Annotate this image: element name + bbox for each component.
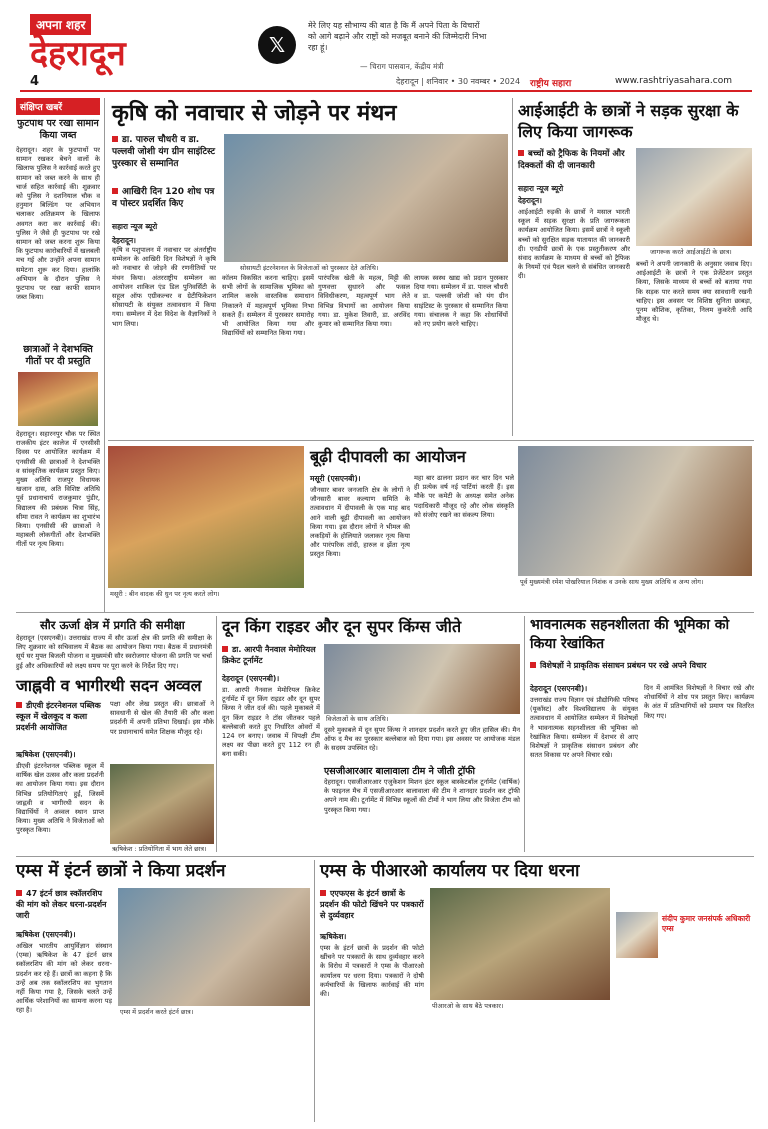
jahnavi-photo [110, 764, 214, 844]
top-rule [20, 90, 752, 92]
doon-dateline: देहरादून (एसएनबी)। [222, 674, 280, 683]
diwali-body-2: महा बार ढालना प्रदान कर चार दिन भले ही प्रत्येक वर्ष नई पार्टियां करती हैं। इस मौके पर कमेटी के अध्यक्ष समेत अनेक पदाधिकारी मौजूद रहे और लोक संस्कृति को संजोए रखने का संकल्प लिया। [414, 474, 514, 519]
column-divider [216, 616, 217, 852]
sidebar-photo [18, 372, 98, 426]
lead-body-left: कृषि व पशुपालन में नवाचार पर अंतर्राष्ट्रीय सम्मेलन के आखिरी दिन विशेषज्ञों ने कृषि को नवाचार से जोड़ने की रणनीतियों पर मंथन किया। अंतरराष्ट्रीय सम्मेलन का आयोजन शाकिल एंड डिल पुनिवर्सिटी के सहूल ऑफ एग्रीकल्चर व ग्रेटीफिकेशन सोसायटी के संयुक्त तत्वावधान में किया गया। सम्मेलन में देश विदेश के वैज्ञानिकों ने भाग लिया। [112, 246, 216, 328]
bhavnatmak-body-2: दिन में आमंत्रित विशेषज्ञों ने विचार रखे और शोधार्थियों ने शोध पत्र प्रस्तुत किए। कार्यक्रम के अंत में प्रतिभागियों को प्रमाण पत्र वितरित किए गए। [644, 684, 754, 720]
section-rule [108, 440, 754, 441]
website-link[interactable]: www.rashtriyasahara.com [615, 76, 733, 86]
aims-pro-headline: एम्स के पीआरओ कार्यालय पर दिया धरना [320, 861, 580, 881]
lead-body-mid: कॉलम विकसित करना चाहिए। इसमें सभी लोगों के सामाजिक भूमिका को शामिल करके वास्तविक समाधान निकालने में महत्वपूर्ण भूमिका निभा सकते हैं। सम्मेलन में पुरस्कार समारोह भी आयोजित किया गया और विद्यार्थियों को सम्मानित किया गया। [222, 274, 314, 338]
doon-photo [324, 644, 520, 714]
iit-caption: जागरूक करते आईआईटी के छात्र। [650, 248, 732, 256]
iit-dateline: देहरादून। [518, 196, 542, 205]
aims-dateline: ऋषिकेश (एसएनबी)। [16, 930, 76, 939]
lead-body-mid2: पारंपरिक खेती के महत्व, मिट्टी की गुणवत्ता सुधारने और फसल विविधीकरण, महत्वपूर्ण भाग लेते विभिन्न विभागों का आयोजन किया गया। डा. मुकेश तिवारी, डा. अरविंद कुमार को सम्मानित किया गया। [318, 274, 410, 329]
x-logo-icon: 𝕏 [258, 26, 296, 64]
column-divider [104, 98, 105, 612]
column-divider [512, 98, 513, 436]
iit-body-2: बच्चों ने अपनी जानकारी के अनुसार जवाब दिए। आईआईटी के छात्रों ने एक प्रेजेंटेशन प्रस्तुत किया, जिसके माध्यम से बच्चों को बताया गया कि सड़क पार करते समय क्या सावधानी रखनी चाहिए। इस अवसर पर विशिष्ठ सुनिता छाबड़ा, पूनम कौशिक, कृतिका, निलम कुकरेती आदि मौजूद थे। [636, 260, 752, 324]
lead-caption: सोसायटी इंटरनेशनल के विजेताओं को पुरस्कार देते अतिथि। [240, 264, 379, 272]
iit-body: आईआईटी रुड़की के छात्रों ने मसाल भारती स्कूल में सड़क सुरक्षा के प्रति जागरूकता कार्यक्रम आयोजित किया। इसमें छात्रों ने स्कूली बच्चों को सुरक्षित सड़क यातायात की जानकारी दी। एनडीपी छात्रों के एक प्रस्तुतीकरण और संवाद कार्यक्रम के माध्यम से बच्चों को ट्रैफिक के नियमों एवं पैदल चलने से संबंधित जानकारी दी। [518, 208, 630, 281]
page-number: 4 [30, 74, 40, 89]
doon-bullet: डा. आरपी नैनवाल मेमोरियल क्रिकेट टूर्नामेंट [222, 645, 316, 665]
diwali-body: जौनसार बावर जनजाति क्षेत्र के लोगों ने जौनसारी बावर कल्याण समिति के तत्वावधान में दीपावली के एक माह बाद आने वाली बूढ़ी दीपावली का आयोजन किया गया। इस दौरान लोगों ने भीमल की लकड़ियों के होलियाते जलाकर नृत्य किया और पारंपरिक तांदी, हारुल व झेंता नृत्य प्रस्तुत किया। [310, 486, 410, 559]
jahnavi-caption: ऋषिकेश : प्रतियोगिता में भाग लेते छात्र। [112, 845, 207, 853]
jahnavi-headline: जाह्नवी व भागीरथी सदन अव्वल [16, 676, 202, 695]
aims-pro-bullet: एएफएस के इंटर्न छात्रों के प्रदर्शन की फोटो खिंचने पर पत्रकारों से दुर्व्यवहार [320, 889, 424, 920]
lead-photo [224, 134, 508, 262]
iit-byline: सहारा न्यूज ब्यूरो [518, 184, 564, 193]
doon-body-2: दूसरे मुकाबले में दून सुपर किंग्स ने शानदार प्रदर्शन करते हुए जीत हासिल की। मैन ऑफ द मैच का पुरस्कार बल्लेबाज को दिया गया। इस अवसर पर आयोजक मंडल के सदस्य उपस्थित रहे। [324, 726, 520, 753]
sidebar-header: संक्षिप्त खबरें [16, 98, 100, 115]
quote-author: — चिराग पासवान, केंद्रीय मंत्री [360, 62, 444, 71]
sidebar-story1-title: फुटपाथ पर रखा सामान किया जब्त [17, 118, 99, 141]
column-divider [314, 860, 315, 1122]
sgrr-body: देहरादून। एसजीआरआर एजुकेशन मिशन इंटर स्कूल बास्केटबॉल टूर्नामेंट (वार्षिक) के फाइनल मैच में एसजीआरआर बालावाला की टीम ने शानदार प्रदर्शन कर ट्रॉफी अपने नाम की। टूर्नामेंट में विभिन्न स्कूलों की टीमों ने भाग लिया और विजेता टीम को पुरस्कृत किया गया। [324, 778, 520, 814]
aims-caption: एम्स में प्रदर्शन करते इंटर्न छात्र। [120, 1008, 194, 1016]
diwali-photo-right [518, 446, 752, 576]
dateline: देहरादून | शनिवार • 30 नवम्बर • 2024 [396, 77, 521, 86]
sidebar-story2-body: देहरादून। सहारनपुर चौक पर स्थित राजकीय इंटर कालेज में एनसीसी दिवस पर आयोजित कार्यक्रम में एनसीसी की छात्राओं ने देशभक्ति व सांस्कृतिक कार्यक्रम प्रस्तुत किए। मुख्य अतिथि राजपुर विधायक खजान दास, अति विशिष्ट अतिथि पूर्व प्रधानाचार्य राजकुमार पुंडीर, विद्यालय की प्रबंधक चित्रा सिंह, सीमा रावत ने कार्यक्रम का शुभारंभ किया। एनसीसी की छात्राओं ने महाबली लोकगीतों और देशभक्ति गीतों पर नृत्य किया। [16, 430, 100, 549]
brand-tagline: अपना शहर [30, 14, 91, 35]
bhavnatmak-bullet: विशेषज्ञों ने प्राकृतिक संसाधन प्रबंधन पर रखे अपने विचार [530, 660, 754, 671]
saur-headline: सौर ऊर्जा क्षेत्र में प्रगति की समीक्षा [40, 618, 185, 632]
saur-body: देहरादून (एसएनबी)। उत्तराखंड राज्य में सौर ऊर्जा क्षेत्र की प्रगति की समीक्षा के लिए शुक्रवार को सचिवालय में बैठक का आयोजन किया गया। बैठक में प्रधानमंत्री सूर्य घर मुफ्त बिजली योजना व मुख्यमंत्री सौर स्वरोजगार योजना की प्रगति पर चर्चा हुई और अधिकारियों को लक्ष्य समय पर पूरा करने के निर्देश दिए गए। [16, 634, 212, 670]
aims-photo [118, 888, 310, 1006]
jahnavi-body-2: पक्षा और लेख प्रस्तुत की। छात्राओं ने सावधानी से खेल की तैयारी की और कला प्रदर्शनी में अपनी प्रतिभा दिखाई। इस मौके पर प्रधानाचार्य समेत शिक्षक मौजूद रहे। [110, 700, 214, 736]
doon-body: डा. आरपी नैनवाल मेमोरियल क्रिकेट टूर्नामेंट में दून किंग राइडर और दून सुपर किंग्स ने जीत दर्ज की। पहले मुकाबले में दून किंग राइडर ने टॉस जीतकर पहले बल्लेबाजी करते हुए निर्धारित ओवरों में 124 रन बनाए। जवाब में विपक्षी टीम लक्ष्य का पीछा करते हुए 112 रन ही बना सकी। [222, 686, 320, 759]
lead-body-right: लायक स्वस्थ खाद्य को प्रदान पुरस्कार दिया गया। सम्मेलन में डा. पारुल चौधरी व डा. पल्लवी जोशी को यंग ग्रीन साइंटिस्ट के पुरस्कार से सम्मानित किया गया। संचालक ने कहा कि शोधार्थियों को नए प्रयोग करने चाहिए। [414, 274, 508, 329]
official-name: संदीप कुमार जनसंपर्क अधिकारी एम्स [662, 914, 751, 933]
section-rule [16, 856, 754, 857]
aims-pro-caption: पीआरओ के साथ बैठे पत्रकार। [432, 1002, 504, 1010]
sidebar-story2-title: छात्राओं ने देशभक्ति गीतों पर दी प्रस्तुति [23, 344, 93, 367]
aims-bullet: 47 इंटर्न छात्र स्कॉलरशिप की मांग को लेकर धरना-प्रदर्शन जारी [16, 889, 107, 920]
diwali-caption-left: मसूरी : बीन वादक की धुन पर नृत्य करते लोग। [110, 590, 220, 598]
official-avatar [616, 912, 658, 958]
jahnavi-dateline: ऋषिकेश (एसएनबी)। [16, 750, 76, 759]
bhavnatmak-body: उत्तराखंड राज्य विज्ञान एवं प्रौद्योगिकी परिषद (यूकॉस्ट) और विश्वविद्यालय के संयुक्त तत्वावधान में आयोजित सम्मेलन में विशेषज्ञों ने भावनात्मक सहनशीलता की भूमिका को रेखांकित किया। सम्मेलन में देशभर से आए विशेषज्ञों ने प्राकृतिक संसाधन प्रबंधन और सतत विकास पर अपने विचार रखे। [530, 696, 638, 760]
lead-bullet-1: डा. पारुल चौधरी व डा. पल्लवी जोशी यंग ग्रीन साइंटिस्ट पुरस्कार से सम्मानित [112, 135, 216, 169]
sgrr-headline: एसजीआरआर बालावाला टीम ने जीती ट्रॉफी [324, 766, 475, 777]
lead-bullet-2: आखिरी दिन 120 शोध पत्र व पोस्टर प्रदर्शित किए [112, 187, 215, 209]
aims-pro-photo [430, 888, 610, 1000]
diwali-photo-left [108, 446, 304, 588]
lead-dateline: देहरादून। [112, 236, 136, 245]
iit-photo [636, 148, 752, 246]
brand-city: देहरादून [30, 34, 126, 74]
masthead-logo: राष्ट्रीय सहारा [530, 79, 572, 89]
jahnavi-bullet: डीएवी इंटरनेशनल पब्लिक स्कूल में खेलकूद व कला प्रदर्शनी आयोजित [16, 701, 101, 732]
aims-body: अखिल भारतीय आयुर्विज्ञान संस्थान (एम्स) ऋषिकेश के 47 इंटर्न छात्र स्कॉलरशिप की मांग को लेकर धरना-प्रदर्शन कर रहे हैं। छात्रों का कहना है कि उन्हें अब तक स्कॉलरशिप का भुगतान नहीं किया गया है, जिसके चलते उन्हें आर्थिक परेशानियों का सामना करना पड़ रहा है। [16, 942, 112, 1015]
aims-headline: एम्स में इंटर्न छात्रों ने किया प्रदर्शन [16, 861, 226, 881]
bhavnatmak-headline: भावनात्मक सहनशीलता की भूमिका को किया रेखांकित [530, 617, 730, 652]
diwali-dateline: मसूरी (एसएनबी)। [310, 474, 361, 483]
doon-headline: दून किंग राइडर और दून सुपर किंग्स जीते [222, 617, 462, 636]
aims-pro-body: एम्स के इंटर्न छात्रों के प्रदर्शन की फोटो खींचने पर पत्रकारों के साथ दुर्व्यवहार करने के विरोध में पत्रकारों ने एम्स के पीआरओ कार्यालय पर धरना दिया। पत्रकारों ने दोषी कर्मचारियों के खिलाफ कार्रवाई की मांग की। [320, 944, 424, 999]
quote-text: मेरे लिए यह सौभाग्य की बात है कि मैं अपने पिता के विचारों को आगे बढ़ाने और राष्ट्रों को मजबूत बनाने की जिम्मेदारी निभा रहा हूं। [308, 21, 487, 52]
aims-pro-dateline: ऋषिकेश। [320, 932, 347, 941]
column-divider [524, 616, 525, 852]
doon-caption: विजेताओं के साथ अतिथि। [326, 715, 389, 723]
lead-headline: कृषि को नवाचार से जोड़ने पर मंथन [112, 101, 397, 126]
diwali-caption-right: पूर्व मुख्यमंत्री रमेश पोखरियाल निशंक व उनके साथ मुख्य अतिथि व अन्य लोग। [520, 578, 704, 586]
diwali-headline: बूढ़ी दीपावली का आयोजन [310, 447, 466, 466]
brand [30, 14, 170, 73]
sidebar-story1-body: देहरादून। शहर के फुटपाथों पर सामान रखकर बेचने वालों के खिलाफ पुलिस ने कार्रवाई करते हुए सामान को जब्त करने के साथ ही चार्ज सहित कार्रवाई की। शुक्रवार को पुलिस ने दशनियाल चौक व हनुमान बिल्डिंग पर अभियान चलाकर अतिक्रमण के खिलाफ अवगत करा कर कार्रवाई की। पुलिस ने जैसे ही फुटपाथ पर रखे सामान को जब्त करना शुरू किया कि फुटपाथ कारोबारियों में खलबली मच गई और उन्होंने अपना सामान समेटना शुरू कर दिया। हालांकि अभियान के दौरान पुलिस ने फुटपाथ पर रखा काफी सामान जब्त किया। [16, 146, 100, 302]
section-rule [16, 612, 754, 613]
bhavnatmak-dateline: देहरादून (एसएनबी)। [530, 684, 588, 693]
jahnavi-body: डीएवी इंटरनेशनल पब्लिक स्कूल में वार्षिक खेल उत्सव और कला प्रदर्शनी का आयोजन किया गया। इस दौरान विभिन्न प्रतियोगिताएं हुईं, जिसमें जाह्नवी व भागीरथी सदन के विद्यार्थियों ने अव्वल स्थान प्राप्त किया। मुख्य अतिथि ने विजेताओं को पुरस्कृत किया। [16, 762, 104, 835]
iit-bullet: बच्चों को ट्रैफिक के नियमों और दिक्कतों की दी जानकारी [518, 149, 625, 171]
lead-byline: सहारा न्यूज ब्यूरो [112, 222, 158, 231]
iit-headline: आईआईटी के छात्रों ने सड़क सुरक्षा के लिए किया जागरूक [518, 101, 739, 141]
